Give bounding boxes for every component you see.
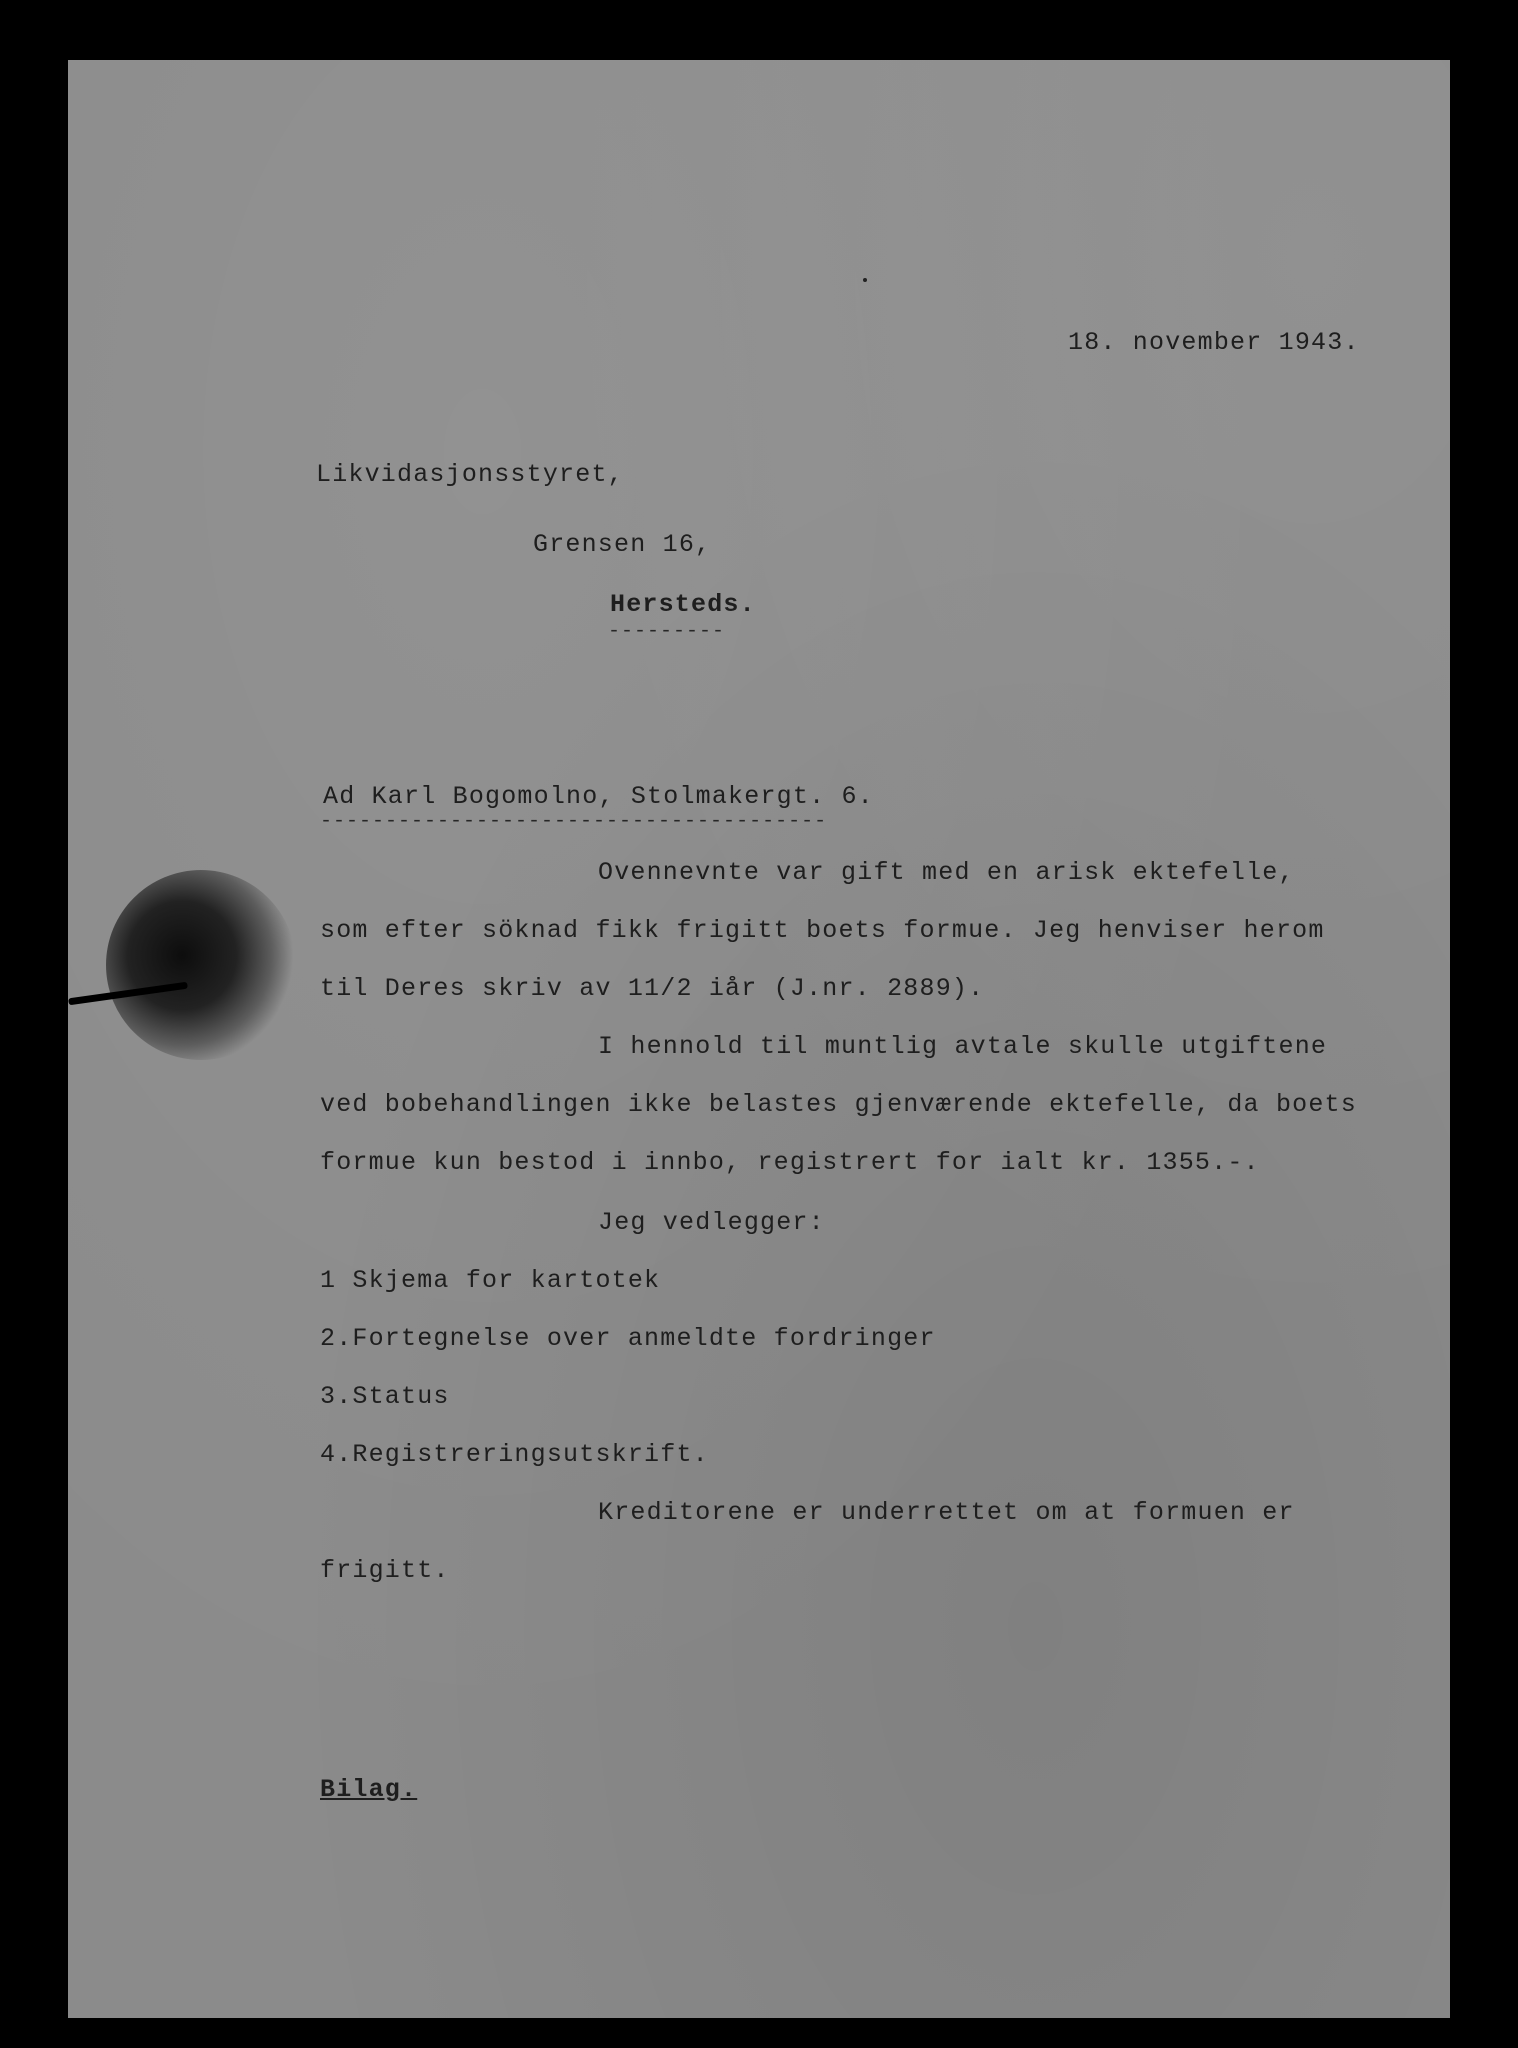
paragraph-4-line-2: frigitt. — [320, 1556, 450, 1585]
recipient-city: Hersteds. — [610, 590, 756, 619]
enclosure-intro: Jeg vedlegger: — [598, 1208, 825, 1237]
subject-underline: --------------------------------------- — [320, 810, 828, 833]
paragraph-4-line-1: Kreditorene er underrettet om at formuen er — [598, 1498, 1295, 1527]
subject-line: Ad Karl Bogomolno, Stolmakergt. 6. — [323, 782, 874, 811]
letter-date: 18. november 1943. — [1068, 328, 1360, 357]
paragraph-1-line-1: Ovennevnte var gift med en arisk ektefelle, — [598, 858, 1295, 887]
recipient-address: Grensen 16, — [533, 530, 712, 559]
paragraph-2-line-3: formue kun bestod i innbo, registrert for ialt kr. 1355.-. — [320, 1148, 1260, 1177]
ink-speck — [863, 278, 867, 282]
paragraph-2-line-1: I hennold til muntlig avtale skulle utgiftene — [598, 1032, 1328, 1061]
city-underline: --------- — [608, 620, 726, 643]
paragraph-1-line-2: som efter söknad fikk frigitt boets formue. Jeg henviser herom — [320, 916, 1325, 945]
ink-blot — [106, 870, 296, 1060]
paragraph-1-line-3: til Deres skriv av 11/2 iår (J.nr. 2889). — [320, 974, 985, 1003]
attachment-label: Bilag. — [320, 1775, 418, 1804]
document-page — [68, 60, 1450, 2018]
enclosure-item: 1 Skjema for kartotek — [320, 1266, 661, 1295]
enclosure-item: 2.Fortegnelse over anmeldte fordringer — [320, 1324, 936, 1353]
recipient-name: Likvidasjonsstyret, — [316, 460, 624, 489]
paragraph-2-line-2: ved bobehandlingen ikke belastes gjenværende ektefelle, da boets — [320, 1090, 1357, 1119]
enclosure-item: 4.Registreringsutskrift. — [320, 1440, 709, 1469]
enclosure-item: 3.Status — [320, 1382, 450, 1411]
